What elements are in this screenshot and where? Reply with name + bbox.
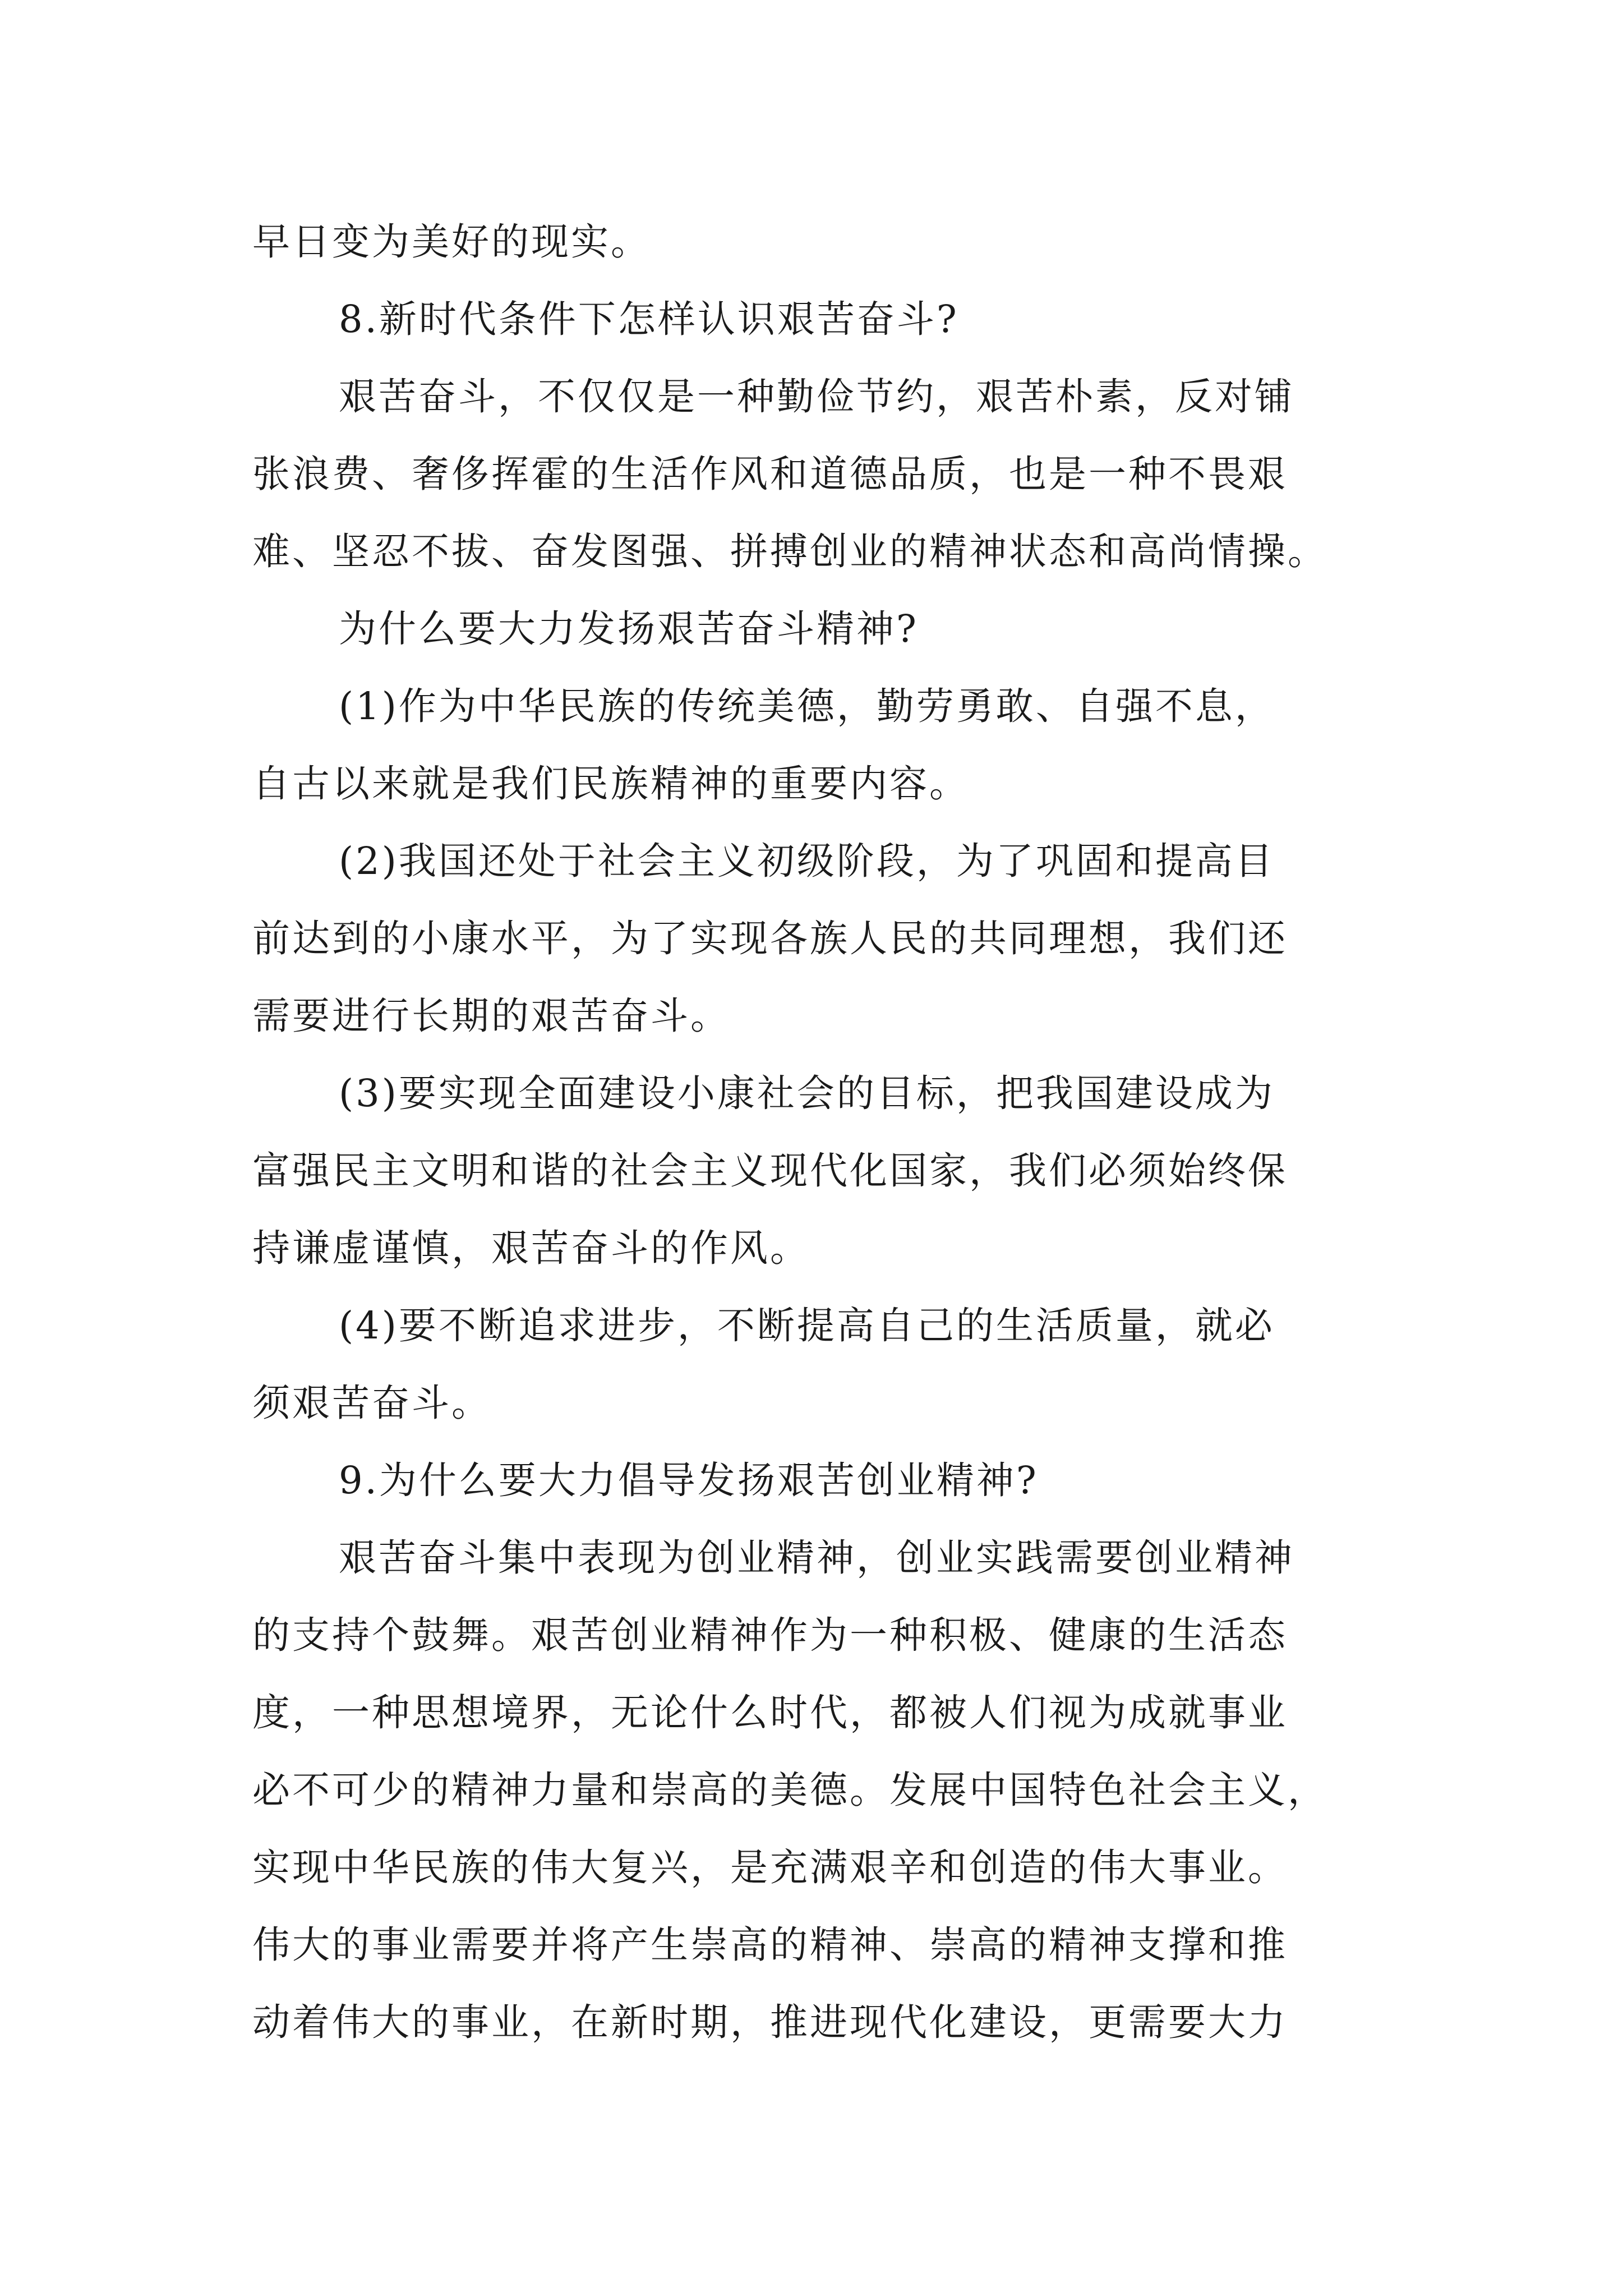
document-body bbox=[252, 203, 1396, 2061]
text-line: (2)我国还处于社会主义初级阶段，为了巩固和提高目 bbox=[339, 839, 1275, 883]
text-line: 9.为什么要大力倡导发扬艰苦创业精神? bbox=[339, 1458, 1039, 1502]
text-line: 伟大的事业需要并将产生崇高的精神、崇高的精神支撑和推 bbox=[252, 1923, 1288, 1967]
text-line: (3)要实现全面建设小康社会的目标，把我国建设成为 bbox=[339, 1071, 1275, 1115]
text-line: 张浪费、奢侈挥霍的生活作风和道德品质，也是一种不畏艰 bbox=[252, 452, 1288, 496]
text-line: 实现中华民族的伟大复兴，是充满艰辛和创造的伟大事业。 bbox=[252, 1846, 1288, 1889]
text-line: 必不可少的精神力量和崇高的美德。发展中国特色社会主义， bbox=[252, 1768, 1327, 1812]
text-line: 8.新时代条件下怎样认识艰苦奋斗? bbox=[339, 297, 959, 341]
text-line: 为什么要大力发扬艰苦奋斗精神? bbox=[339, 607, 919, 651]
text-line: 需要进行长期的艰苦奋斗。 bbox=[252, 994, 730, 1038]
text-line: 度，一种思想境界，无论什么时代，都被人们视为成就事业 bbox=[252, 1691, 1288, 1734]
text-line: (1)作为中华民族的传统美德，勤劳勇敢、自强不息， bbox=[339, 684, 1275, 728]
text-line: 艰苦奋斗，不仅仅是一种勤俭节约，艰苦朴素，反对铺 bbox=[339, 375, 1294, 418]
text-line: 动着伟大的事业，在新时期，推进现代化建设，更需要大力 bbox=[252, 2000, 1288, 2044]
text-line: 富强民主文明和谐的社会主义现代化国家，我们必须始终保 bbox=[252, 1149, 1288, 1193]
text-line: 持谦虚谨慎，艰苦奋斗的作风。 bbox=[252, 1226, 810, 1270]
text-line: 早日变为美好的现实。 bbox=[252, 220, 651, 264]
text-line: 须艰苦奋斗。 bbox=[252, 1381, 491, 1425]
text-line: 难、坚忍不拔、奋发图强、拼搏创业的精神状态和高尚情操。 bbox=[252, 530, 1327, 573]
text-line: 艰苦奋斗集中表现为创业精神，创业实践需要创业精神 bbox=[339, 1536, 1294, 1580]
text-line: 前达到的小康水平，为了实现各族人民的共同理想，我们还 bbox=[252, 917, 1288, 960]
text-line: 的支持个鼓舞。艰苦创业精神作为一种积极、健康的生活态 bbox=[252, 1613, 1288, 1657]
text-line: (4)要不断追求进步，不断提高自己的生活质量，就必 bbox=[339, 1304, 1275, 1347]
text-line: 自古以来就是我们民族精神的重要内容。 bbox=[252, 762, 969, 806]
